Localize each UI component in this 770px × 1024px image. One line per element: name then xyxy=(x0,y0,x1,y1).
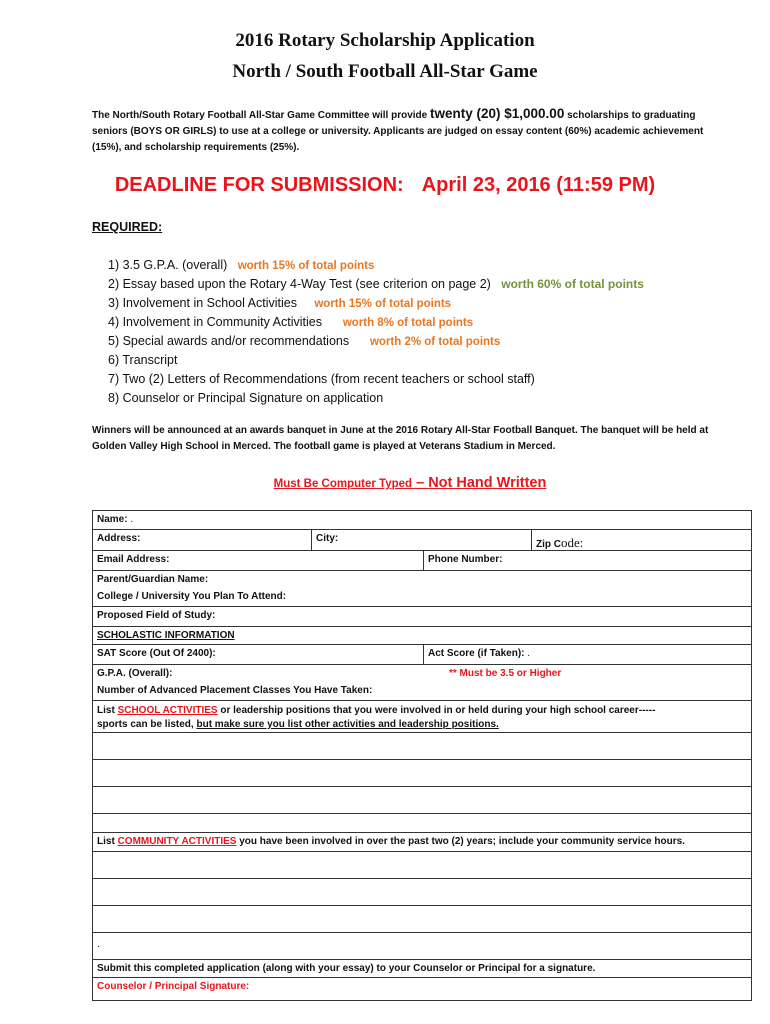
parent-field[interactable] xyxy=(93,571,751,588)
city-label: City: xyxy=(316,533,339,544)
field-of-study-label: Proposed Field of Study: xyxy=(97,610,216,621)
school-activity-line[interactable] xyxy=(93,760,751,787)
community-line-dot: . xyxy=(97,939,100,950)
signature-field[interactable] xyxy=(93,978,751,1000)
item-text: 6) Transcript xyxy=(108,353,178,367)
act-label: Act Score (if Taken): xyxy=(428,648,525,659)
intro-part-1: The North/South Rotary Football All-Star Game Committee will provide xyxy=(92,110,430,121)
intro-part-2: scholarships to graduating seniors (BOYS OR GIRLS) to use at a college or university. Applicants are judged on essay content (60%) academic achievement (15%), and scholarship requirements (25%). xyxy=(92,110,704,153)
community-activity-line[interactable] xyxy=(93,852,751,879)
item-text: 4) Involvement in Community Activities xyxy=(108,315,322,329)
name-input[interactable]: . xyxy=(130,514,134,525)
form-row-college xyxy=(93,588,751,607)
phone-label: Phone Number: xyxy=(428,554,503,565)
address-field[interactable] xyxy=(93,530,311,550)
form-row-scholastic xyxy=(93,627,751,645)
typed-notice-part-1: Must Be Computer Typed xyxy=(273,478,413,490)
deadline xyxy=(0,174,770,197)
item-text: 7) Two (2) Letters of Recommendations (from recent teachers or school staff) xyxy=(108,372,535,386)
form-row-gpa xyxy=(93,665,751,682)
item-worth: worth 2% of total points xyxy=(369,336,501,348)
required-item xyxy=(108,389,644,408)
deadline-label: DEADLINE FOR SUBMISSION: xyxy=(114,174,404,196)
item-worth: worth 8% of total points xyxy=(342,317,474,329)
intro-paragraph xyxy=(92,106,732,156)
school-activity-line[interactable] xyxy=(93,787,751,814)
name-label: Name: xyxy=(97,514,128,525)
form-row-scores xyxy=(93,645,751,665)
scholastic-heading: SCHOLASTIC INFORMATION xyxy=(97,630,235,641)
school-activity-line[interactable] xyxy=(93,733,751,760)
zip-field[interactable] xyxy=(531,530,751,550)
school-activities-instructions: List SCHOOL ACTIVITIES or leadership positions that you were involved in or held during your high school career----- sports can be listed, but make sure you list other activities and leadership positions. xyxy=(97,705,656,730)
typed-notice-dash: – xyxy=(412,475,429,491)
typed-notice xyxy=(0,475,770,491)
address-label: Address: xyxy=(97,533,141,544)
form-row-school-activities xyxy=(93,701,751,733)
act-field[interactable]: Act Score (if Taken): . xyxy=(423,645,751,664)
required-list xyxy=(108,256,644,408)
form-row-contact xyxy=(93,551,751,571)
item-text: 5) Special awards and/or recommendations xyxy=(108,334,350,348)
college-field[interactable] xyxy=(93,588,751,606)
community-activities-label: COMMUNITY ACTIVITIES xyxy=(117,836,237,847)
item-text: 8) Counselor or Principal Signature on application xyxy=(108,391,384,405)
item-text: 2) Essay based upon the Rotary 4-Way Test (see criterion on page 2) xyxy=(108,277,491,291)
required-item xyxy=(108,313,644,332)
signature-label: Counselor / Principal Signature: xyxy=(97,981,250,992)
required-heading: REQUIRED: xyxy=(92,220,163,234)
required-item xyxy=(108,294,644,313)
form-row-address xyxy=(93,530,751,551)
required-item xyxy=(108,275,644,294)
form-row-submit xyxy=(93,960,751,978)
sat-field[interactable] xyxy=(93,645,423,664)
email-label: Email Address: xyxy=(97,554,170,565)
application-form xyxy=(92,510,752,1001)
college-label: College / University You Plan To Attend: xyxy=(97,591,287,602)
title-line-2: North / South Football All-Star Game xyxy=(232,61,538,82)
community-activities-instructions: List COMMUNITY ACTIVITIES you have been involved in over the past two (2) years; include your community service hours. xyxy=(97,836,685,847)
required-item xyxy=(108,256,644,275)
submit-instructions: Submit this completed application (along with your essay) to your Counselor or Principal for a signature. xyxy=(97,963,596,974)
required-item xyxy=(108,351,644,370)
city-field[interactable] xyxy=(311,530,531,550)
phone-field[interactable] xyxy=(423,551,751,570)
title-line-1: 2016 Rotary Scholarship Application xyxy=(235,30,535,51)
form-row-community-activities xyxy=(93,833,751,852)
required-item xyxy=(108,370,644,389)
ap-field[interactable] xyxy=(93,682,751,700)
form-row-ap xyxy=(93,682,751,701)
intro-highlight: twenty (20) $1,000.00 xyxy=(430,106,565,121)
community-activity-line[interactable] xyxy=(93,933,751,960)
winners-paragraph: Winners will be announced at an awards banquet in June at the 2016 Rotary All-Star Football Banquet. The banquet will be held at Golden Valley High School in Merced. The football game is played at Veterans Stadium in Merced. xyxy=(92,425,709,452)
required-item xyxy=(108,332,644,351)
typed-notice-part-2: Not Hand Written xyxy=(428,475,547,491)
school-activity-line[interactable] xyxy=(93,814,751,833)
form-row-name xyxy=(93,511,751,530)
form-row-signature xyxy=(93,978,751,1000)
parent-label: Parent/Guardian Name: xyxy=(97,574,209,585)
gpa-field[interactable] xyxy=(93,665,423,682)
field-of-study-field[interactable] xyxy=(93,607,751,626)
item-worth: worth 15% of total points xyxy=(237,260,375,272)
gpa-note: ** Must be 3.5 or Higher xyxy=(449,668,562,679)
ap-label: Number of Advanced Placement Classes You Have Taken: xyxy=(97,685,373,696)
community-activity-line[interactable] xyxy=(93,906,751,933)
deadline-date: April 23, 2016 (11:59 PM) xyxy=(421,174,656,196)
form-row-field-of-study xyxy=(93,607,751,627)
zip-label: Zip Code: xyxy=(536,535,584,550)
item-worth: worth 15% of total points xyxy=(314,298,452,310)
item-text: 3) Involvement in School Activities xyxy=(108,296,297,310)
sat-label: SAT Score (Out Of 2400): xyxy=(97,648,216,659)
item-text: 1) 3.5 G.P.A. (overall) xyxy=(108,258,228,272)
school-activities-label: SCHOOL ACTIVITIES xyxy=(117,705,218,716)
form-row-parent xyxy=(93,571,751,588)
email-field[interactable] xyxy=(93,551,423,570)
gpa-label: G.P.A. (Overall): xyxy=(97,668,173,679)
item-worth: worth 60% of total points xyxy=(501,277,644,291)
community-activity-line[interactable] xyxy=(93,879,751,906)
